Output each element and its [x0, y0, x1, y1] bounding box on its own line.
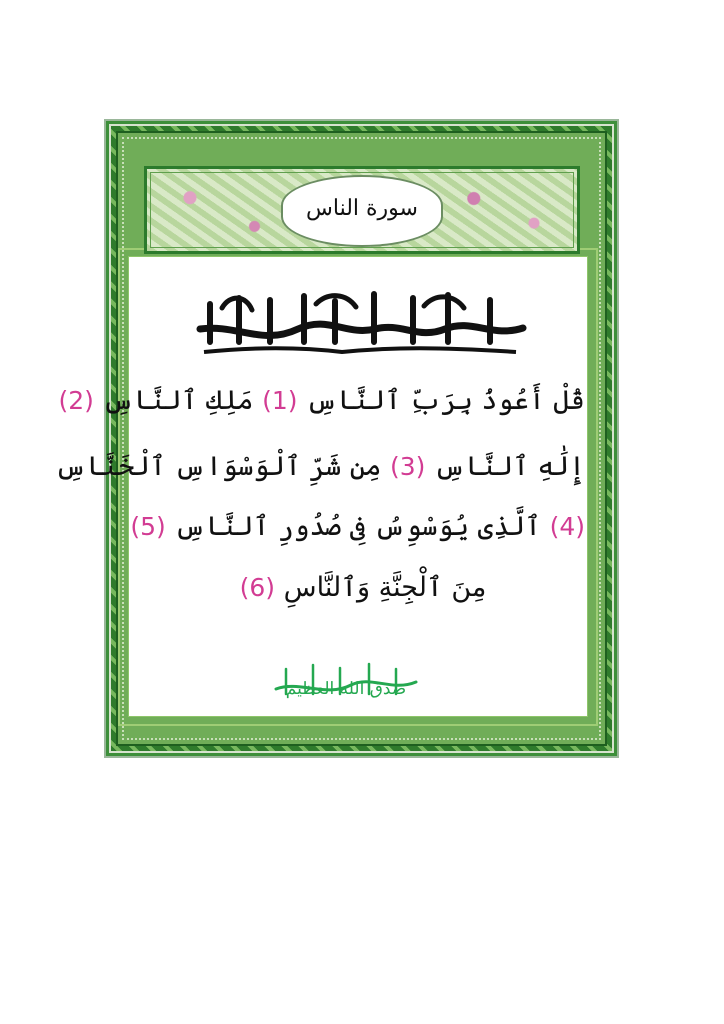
verse-number-1: (1) — [262, 386, 298, 415]
verse-number-4: (4) — [549, 512, 585, 541]
verse-number-3: (3) — [390, 452, 426, 481]
verse-number-6: (6) — [239, 573, 276, 602]
verse-text: مِنَ ٱلْجِنَّةِ وَٱلنَّاسِ — [283, 572, 487, 603]
verse-line-2 — [55, 447, 585, 487]
verse-text: ٱلَّذِى يُوَسْوِسُ فِى صُدُورِ ٱلنَّاسِ — [174, 511, 541, 542]
verse-text: مَلِكِ ٱلنَّاسِ — [102, 385, 254, 416]
basmala-calligraphy — [186, 286, 536, 354]
verse-number-5: (5) — [130, 512, 166, 541]
closing-phrase: صدق الله العظيم — [285, 679, 407, 699]
verse-line-3 — [130, 507, 585, 547]
verse-text: قُلْ أَعُوذُ بِرَبِّ ٱلنَّاسِ — [306, 385, 585, 416]
verse-number-2: (2) — [58, 386, 94, 415]
verse-line-1 — [58, 381, 585, 421]
verse-line-4 — [141, 568, 585, 608]
surah-title: سورة الناس — [306, 196, 418, 221]
verse-text: مِن شَرِّ ٱلْوَسْوَاسِ ٱلْخَنَّاسِ — [55, 451, 382, 482]
verse-text: إِلَٰهِ ٱلنَّاسِ — [434, 451, 585, 482]
